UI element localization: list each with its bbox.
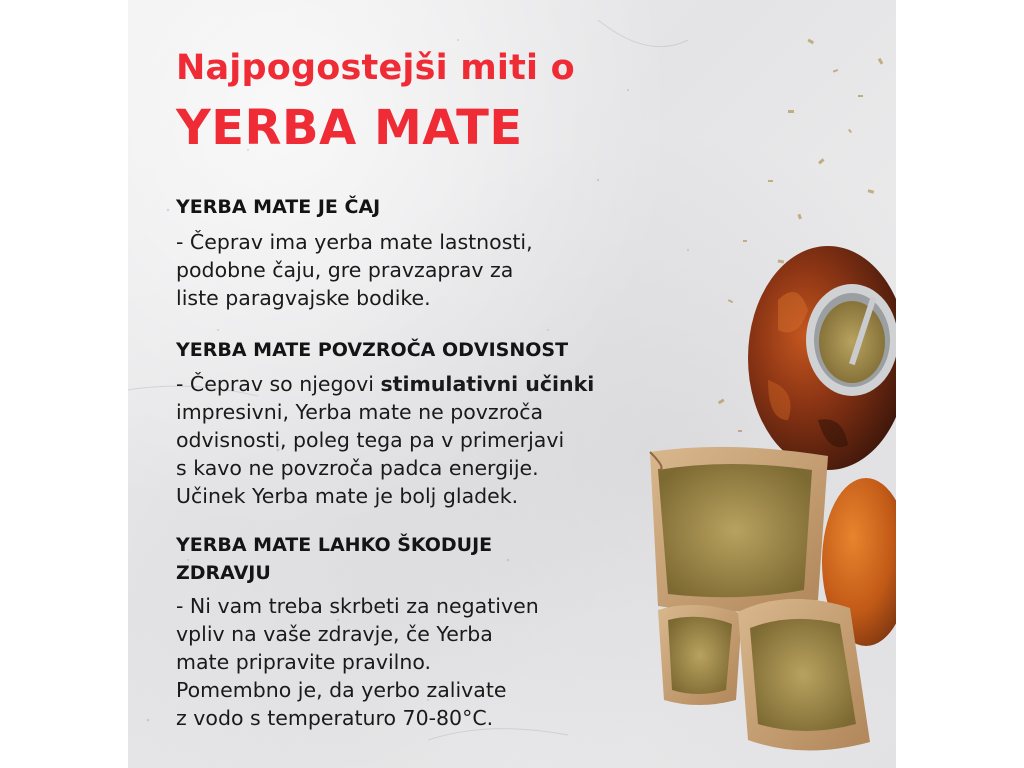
mate-gourd-icon xyxy=(748,246,896,470)
myth-2-highlight: stimulativni učinki xyxy=(380,372,595,396)
myth-3-heading-line-2: ZDRAVJU xyxy=(176,562,271,584)
myth-1-heading: YERBA MATE JE ČAJ xyxy=(176,196,381,218)
myth-2-line-1-pre: - Čeprav so njegovi xyxy=(176,372,381,396)
title-line-2: YERBA MATE xyxy=(176,100,523,156)
title-line-1: Najpogostejši miti o xyxy=(176,48,575,88)
myth-3-line-1: - Ni vam treba skrbeti za negativen xyxy=(176,594,539,618)
myth-3-line-5: z vodo s temperaturo 70-80°C. xyxy=(176,706,494,730)
myth-2-line-2: impresivni, Yerba mate ne povzroča xyxy=(176,400,544,424)
myth-3-line-2: vpliv na vaše zdravje, če Yerba xyxy=(176,622,493,646)
yerba-paper-bag-icon xyxy=(658,605,742,705)
myth-2-line-3: odvisnosti, poleg tega pa v primerjavi xyxy=(176,428,565,452)
myth-2-line-4: s kavo ne povzroča padca energije. xyxy=(176,456,539,480)
myth-3-line-3: mate pripravite pravilno. xyxy=(176,650,432,674)
myth-2-heading: YERBA MATE POVZROČA ODVISNOST xyxy=(176,339,569,361)
myth-3-line-4: Pomembno je, da yerbo zalivate xyxy=(176,678,507,702)
yerba-paper-bag-icon xyxy=(650,447,828,612)
myth-2-line-5: Učinek Yerba mate je bolj gladek. xyxy=(176,484,519,508)
myth-1-line-2: podobne čaju, gre pravzaprav za xyxy=(176,258,514,282)
myth-1-line-3: liste paragvajske bodike. xyxy=(176,286,431,310)
myth-1-line-1: - Čeprav ima yerba mate lastnosti, xyxy=(176,230,533,254)
infographic-card xyxy=(128,0,896,768)
myth-3-heading-line-1: YERBA MATE LAHKO ŠKODUJE xyxy=(176,534,493,556)
mate-artwork xyxy=(128,0,896,768)
yerba-paper-bag-icon xyxy=(738,599,870,751)
